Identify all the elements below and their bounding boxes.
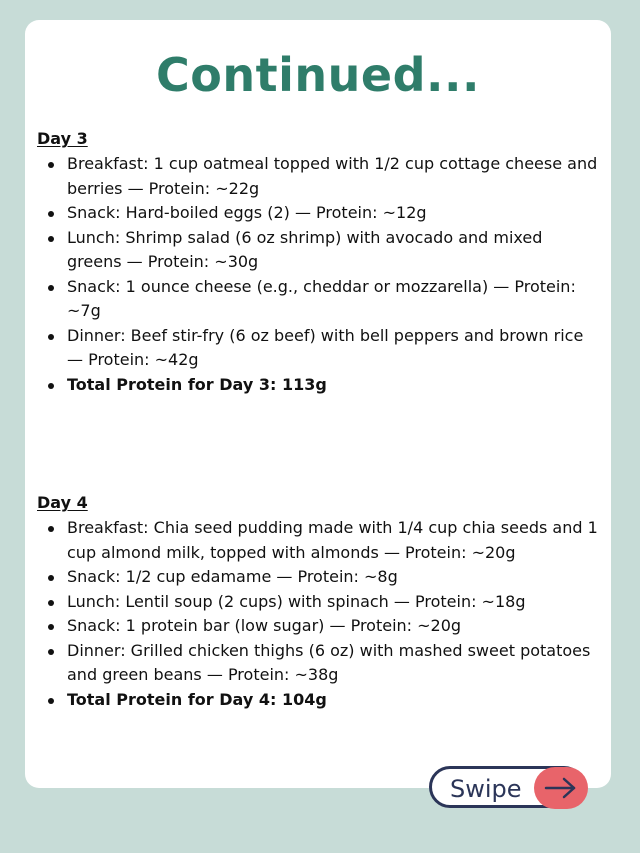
- list-item: Dinner: Grilled chicken thighs (6 oz) with mashed sweet potatoes and green beans — Protein: ~38g: [37, 639, 601, 688]
- list-item: Lunch: Shrimp salad (6 oz shrimp) with avocado and mixed greens — Protein: ~30g: [37, 226, 601, 275]
- total-protein: Total Protein for Day 3: 113g: [37, 373, 601, 398]
- content-card: [25, 20, 611, 788]
- day-heading: Day 3: [37, 129, 88, 148]
- list-item: Dinner: Beef stir-fry (6 oz beef) with bell peppers and brown rice — Protein: ~42g: [37, 324, 601, 373]
- swipe-button[interactable]: [429, 766, 585, 808]
- day-4-section: [37, 492, 601, 712]
- list-item: Snack: 1 ounce cheese (e.g., cheddar or mozzarella) — Protein: ~7g: [37, 275, 601, 324]
- list-item: Breakfast: Chia seed pudding made with 1/4 cup chia seeds and 1 cup almond milk, topped with almonds — Protein: ~20g: [37, 516, 601, 565]
- list-item: Lunch: Lentil soup (2 cups) with spinach — Protein: ~18g: [37, 590, 601, 615]
- swipe-label: Swipe: [450, 775, 522, 803]
- arrow-right-icon: [534, 767, 588, 809]
- list-item: Snack: 1 protein bar (low sugar) — Protein: ~20g: [37, 614, 601, 639]
- total-protein: Total Protein for Day 4: 104g: [37, 688, 601, 713]
- list-item: Breakfast: 1 cup oatmeal topped with 1/2 cup cottage cheese and berries — Protein: ~22g: [37, 152, 601, 201]
- meal-list: [37, 516, 601, 712]
- list-item: Snack: 1/2 cup edamame — Protein: ~8g: [37, 565, 601, 590]
- day-heading: Day 4: [37, 493, 88, 512]
- list-item: Snack: Hard-boiled eggs (2) — Protein: ~12g: [37, 201, 601, 226]
- page-title: Continued...: [156, 48, 480, 102]
- meal-list: [37, 152, 601, 397]
- day-3-section: [37, 128, 601, 397]
